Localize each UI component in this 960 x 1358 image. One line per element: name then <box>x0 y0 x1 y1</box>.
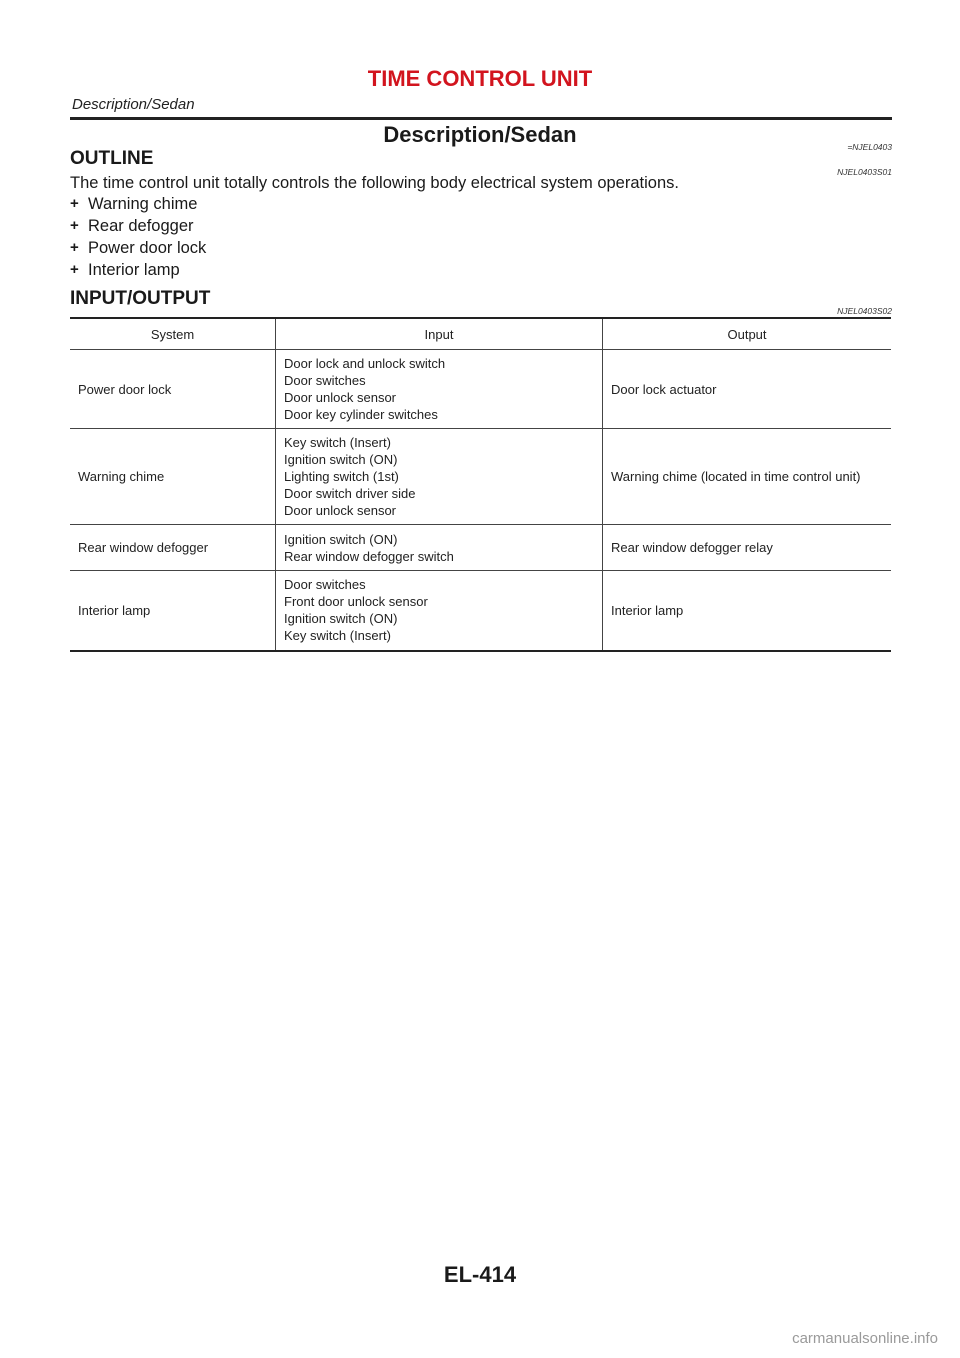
page-number: EL-414 <box>443 1262 517 1287</box>
outline-list <box>70 193 206 281</box>
table-row <box>70 525 891 571</box>
outline-intro: The time control unit totally controls the following body electrical system operations. <box>70 174 679 192</box>
cell-inputs <box>276 429 603 525</box>
cell-output: Warning chime (located in time control unit) <box>603 429 892 525</box>
input-line: Ignition switch (ON) <box>284 452 398 467</box>
header-divider <box>70 117 892 120</box>
table-header-row <box>70 318 891 350</box>
column-header-input: Input <box>276 318 603 350</box>
list-item-label: Power door lock <box>88 239 207 257</box>
input-line: Door key cylinder switches <box>284 407 438 422</box>
cell-system: Warning chime <box>70 429 276 525</box>
section-title: Description/Sedan <box>383 122 577 147</box>
list-item <box>70 215 206 237</box>
input-line: Ignition switch (ON) <box>284 531 398 547</box>
input-line: Key switch (Insert) <box>284 628 391 644</box>
cell-inputs <box>276 571 603 651</box>
list-item-label: Warning chime <box>88 195 198 213</box>
input-line: Door unlock sensor <box>284 390 396 405</box>
input-line: Lighting switch (1st) <box>284 469 399 484</box>
outline-heading: OUTLINE <box>70 148 154 169</box>
cell-system: Power door lock <box>70 350 276 429</box>
cell-system: Interior lamp <box>70 571 276 651</box>
table-row <box>70 571 891 651</box>
list-item <box>70 193 206 215</box>
io-table <box>70 317 891 652</box>
bullet-mark: + <box>70 261 79 278</box>
input-line: Ignition switch (ON) <box>284 611 398 627</box>
input-line: Door unlock sensor <box>284 503 396 518</box>
watermark: carmanualsonline.info <box>792 1330 938 1347</box>
table-row <box>70 429 891 525</box>
list-item <box>70 237 206 259</box>
input-line: Front door unlock sensor <box>284 594 428 610</box>
input-line: Door switches <box>284 373 366 388</box>
bullet-mark: + <box>70 195 79 212</box>
cell-system: Rear window defogger <box>70 525 276 571</box>
input-line: Key switch (Insert) <box>284 435 391 450</box>
cell-inputs <box>276 350 603 429</box>
list-item-label: Rear defogger <box>88 217 194 235</box>
header-title: TIME CONTROL UNIT <box>367 66 593 91</box>
input-line: Door switch driver side <box>284 486 416 501</box>
cell-output: Rear window defogger relay <box>603 525 892 571</box>
column-header-output: Output <box>603 318 892 350</box>
cell-inputs <box>276 525 603 571</box>
column-header-system: System <box>70 318 276 350</box>
cell-output: Door lock actuator <box>603 350 892 429</box>
outline-ref-code: NJEL0403S01 <box>837 167 892 177</box>
list-item <box>70 259 206 281</box>
bullet-mark: + <box>70 239 79 256</box>
input-line: Rear window defogger switch <box>284 548 454 564</box>
header-subtitle: Description/Sedan <box>72 96 195 113</box>
input-line: Door lock and unlock switch <box>284 356 446 371</box>
bullet-mark: + <box>70 217 79 234</box>
list-item-label: Interior lamp <box>88 261 180 279</box>
cell-output: Interior lamp <box>603 571 892 651</box>
io-heading: INPUT/OUTPUT <box>70 288 211 309</box>
io-ref-code: NJEL0403S02 <box>837 306 892 316</box>
section-ref-code: =NJEL0403 <box>847 142 892 152</box>
input-line: Door switches <box>284 577 366 593</box>
table-row <box>70 350 891 429</box>
